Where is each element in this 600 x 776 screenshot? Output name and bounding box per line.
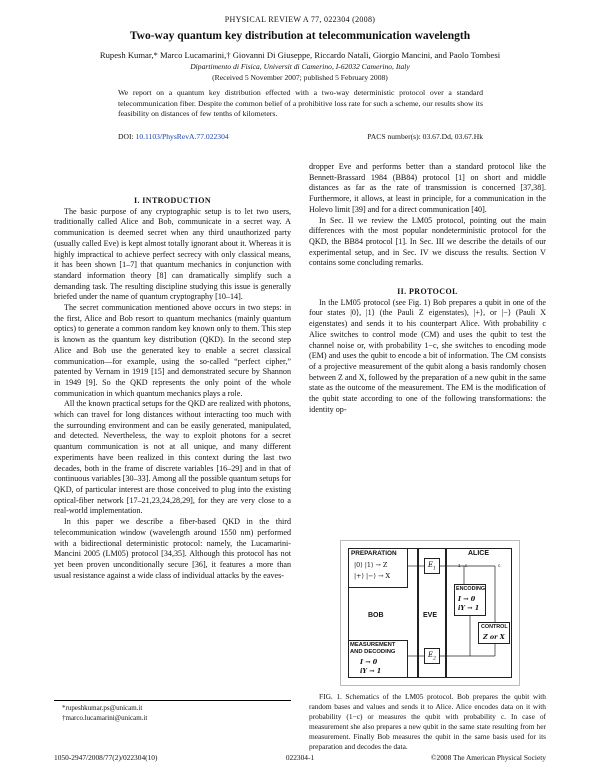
figure-1-caption: FIG. 1. Schematics of the LM05 protocol. Bob prepares the qubit with random bases and values and sends it to Alice. Alice encodes data on it with probability (1−c) or measures the qubit with probability c. In case of measurement she also prepares a new qubit in the same state resulting from her measurement. Finally Bob measures the qubit in the same basis used for its preparation and decodes the data. (309, 692, 546, 751)
right-column (309, 150, 546, 415)
intro-paragraph-3: All the known practical setups for the QKD are realized with photons, which can travel for long distances without interacting too much with the surrounding environment and can be easily generated, manipulated, and detected. Nevertheless, the way to exploit photons for a secret quantum communication is not at all unique, and many different experiments have been realized in this context during the last two decades, both in the frame of discrete variables [16–29] and in that of continuous variables [30–33]. Among all the possible quantum setups for QKD, of particular interest are those conceived to plug into the existing optical-fiber network [17–21,23,24,28,29], for they are very close to a real-world implementation. (54, 399, 292, 516)
footer-page-number: 022304-1 (285, 753, 315, 762)
preparation-label: PREPARATION (351, 550, 397, 557)
section-heading-introduction: I. INTRODUCTION (133, 196, 212, 205)
footnotes (54, 700, 291, 723)
footnote-2: †marco.lucamarini@unicam.it (62, 713, 148, 722)
left-column (54, 150, 291, 581)
intro-outline-paragraph: In Sec. II we review the LM05 protocol, pointing out the main differences with the most popular nondeterministic protocol for the QKD, the BB84 protocol [1]. In Sec. III we describe the details of our experimental setup, and in Sec. IV we discuss the results. Section V contains some concluding remarks. (309, 215, 546, 268)
journal-header: PHYSICAL REVIEW A 77, 022304 (2008) (224, 15, 376, 24)
encoding-label: ENCODING (456, 586, 486, 592)
figure-connections (340, 540, 520, 686)
section-heading-protocol: II. PROTOCOL (397, 287, 458, 297)
intro-continuation-paragraph: dropper Eve and performs better than a standard protocol like the Bennett-Brassard 1984 (BB84) protocol [1] on short and middle distances as far as the rate of transmission is concerned [37,38]. Furthermore, it allows, at least in principle, for a communication in the Holevo limit [39] and for a direct communication [40]. (309, 162, 546, 214)
doi-label: DOI: (118, 132, 134, 141)
intro-paragraph-2: The secret communication mentioned above occurs in two steps: in the first, Alice and Bob resort to quantum mechanics (mainly quantum optics) to generate a common random key known only to them. This step is known as the quantum key distribution (QKD). In the second step Alice and Bob use the generated key to enable a secret classical communication—for example, using the so-called “perfect cipher,” patented by Vernam in 1919 [15] and demonstrated secure by Shannon in 1949 [9]. So the QKD represents the only point of the whole communication in which quantum mechanics plays a role. (54, 303, 291, 398)
decode-identity: I → 0 (360, 658, 378, 666)
received-dates: (Received 5 November 2007; published 5 February 2008) (212, 73, 388, 82)
encode-identity: I → 0 (458, 595, 476, 603)
eve-label: EVE (423, 612, 438, 619)
prep-x-states: |+⟩ |−⟩ → X (354, 572, 391, 580)
prep-z-states: |0⟩ |1⟩ → Z (354, 561, 388, 569)
doi-link[interactable]: 10.1103/PhysRevA.77.022304 (135, 132, 229, 141)
footer-copyright: ©2008 The American Physical Society (430, 753, 546, 762)
protocol-paragraph-1: In the LM05 protocol (see Fig. 1) Bob prepares a qubit in one of the four states |0⟩, |1⟩ (the Pauli Z eigenstates), |+⟩, or |−⟩ (Pauli X eigenstates) and sends it to his counterpart Alice. With probability c Alice switches to control mode (CM) and uses the qubit to test the channel noise or, with probability 1−c, she switches to encoding mode (EM) and uses the qubit to encode a bit of information. The CM consists of a projective measurement of the qubit along a basis randomly chosen between Z and X, followed by the preparation of a new qubit in the same state as the outcome of the measurement. The EM is the modification of the qubit state according to one of the following transformations: the identity op- (309, 297, 546, 414)
footnote-1: *rupeshkumar.ps@unicam.it (62, 704, 143, 712)
affiliation: Dipartimento di Fisica, Universit di Camerino, I-62032 Camerino, Italy (190, 62, 410, 71)
intro-paragraph-4: In this paper we describe a fiber-based QKD in the third telecommunication window (wavelength around 1550 nm) performed with a bidirectional deterministic protocol: namely, the Lucamarini-Mancini 2005 (LM05) protocol [34,35]. Although this protocol has not yet been proven unconditionally secure [36], it features a more than usual resistance against a wide class of individual attacks by the eaves- (54, 517, 291, 580)
encode-iy: iY → 1 (458, 604, 480, 612)
author-list: Rupesh Kumar,* Marco Lucamarini,† Giovanni Di Giuseppe, Riccardo Natali, Giorgio Mancini, and Paolo Tombesi (99, 50, 501, 60)
footer-issn: 1050-2947/2008/77(2)/022304(10) (54, 753, 158, 762)
figure-1-schematic (340, 540, 520, 686)
control-label: CONTROL (481, 624, 508, 630)
control-basis: Z or X (483, 633, 505, 641)
paper-title: Two-way quantum key distribution at telecommunication wavelength (129, 30, 471, 42)
pacs-numbers: PACS number(s): 03.67.Dd, 03.67.Hk (367, 132, 483, 141)
decode-iy: iY → 1 (360, 667, 382, 675)
measurement-label: MEASUREMENT (350, 642, 396, 648)
intro-paragraph-1: The basic purpose of any cryptographic setup is to let two users, traditionally called Alice and Bob, communicate in a secret way. A communication is deemed secret when any third unauthorized party (usually called Eve) is kept almost totally ignorant about it. Whereas it is highly impractical to achieve perfect secrecy with only classical means, it has been shown [1–7] that quantum mechanics in conjunction with standard information theory [8] can dramatically simplify such a demanding task. The resulting discipline studying this issue is generally briefed under the name of quantum cryptography [10–14]. (54, 206, 291, 302)
alice-label: ALICE (468, 550, 489, 557)
e2-label: $E_2$ (428, 651, 436, 662)
decoding-label: AND DECODING (350, 649, 396, 655)
e1-label: $E_1$ (428, 561, 436, 572)
one-minus-c-label: 1 - c (458, 564, 468, 569)
c-label: c (498, 564, 501, 569)
bob-label: BOB (368, 612, 384, 619)
abstract: We report on a quantum key distribution effected with a two-way deterministic protocol over a standard telecommunication fiber. Despite the common belief of a prohibitive loss rate for such a scheme, our results show its feasibility on distances of few tenths of kilometers. (118, 88, 483, 118)
doi-line (118, 132, 229, 141)
